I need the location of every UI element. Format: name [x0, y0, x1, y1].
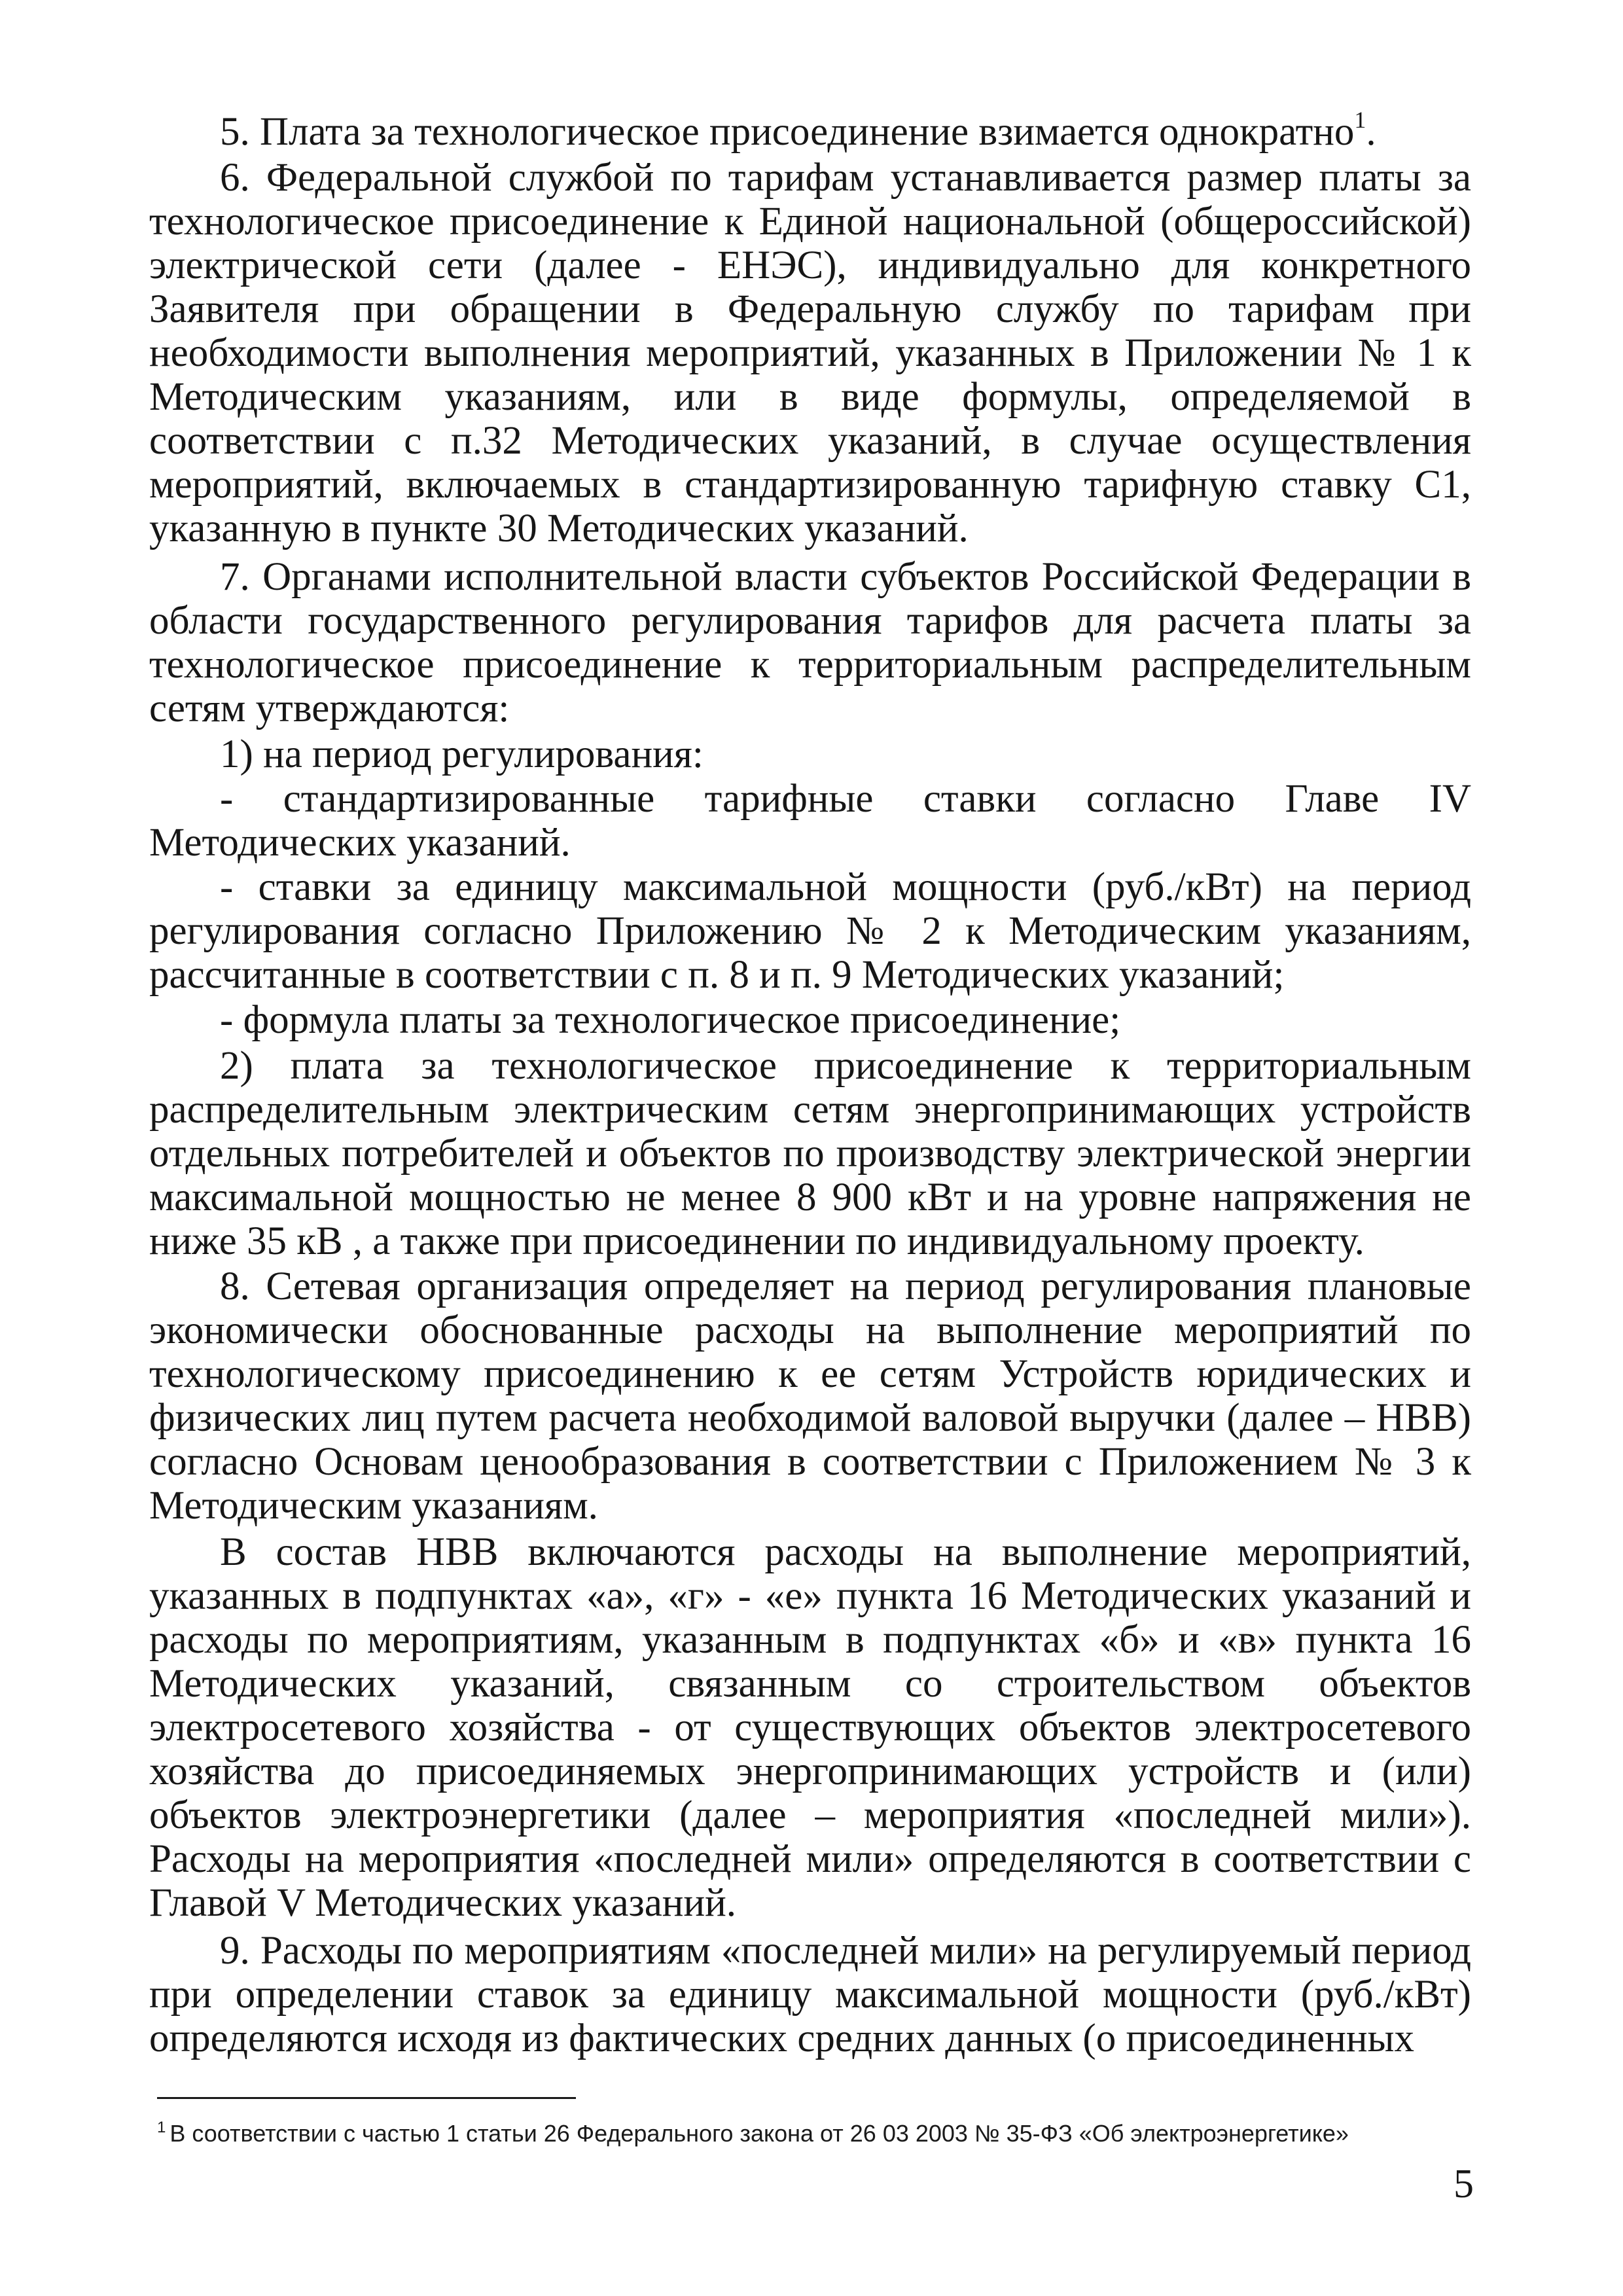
footnote-ref: 1: [1354, 107, 1366, 133]
paragraph-7-item-1: 1) на период регулирования:: [220, 732, 704, 776]
page-number: 5: [1454, 2162, 1474, 2206]
paragraph-7-item-1-dash-1: - стандартизированные тарифные ставки согласно Главе IV Методических указаний.: [149, 777, 1471, 865]
paragraph-6: 6. Федеральной службой по тарифам устанавливается размер платы за технологическое присоединение к Единой национальной (общероссийской) электрической сети (далее - ЕНЭС), индивидуально для конкретного Заявителя при обращении в Федеральную службу по тарифам при необходимости выполнения мероприятий, указанных в Приложении № 1 к Методическим указаниям, или в виде формулы, определяемой в соответствии с п.32 Методических указаний, в случае осуществления мероприятий, включаемых в стандартизированную тарифную ставку C1, указанную в пункте 30 Методических указаний.: [149, 156, 1471, 550]
paragraph-7-item-2: 2) плата за технологическое присоединение к территориальным распределительным электрическим сетям энергопринимающих устройств отдельных потребителей и объектов по производству электрической энергии максимальной мощностью не менее 8 900 кВт и на уровне напряжения не ниже 35 кВ , а также при присоединении по индивидуальному проекту.: [149, 1044, 1471, 1263]
paragraph-8-cont: В состав НВВ включаются расходы на выполнение мероприятий, указанных в подпунктах «а», «г» - «е» пункта 16 Методических указаний и расходы по мероприятиям, указанным в подпунктах «б» и «в» пункта 16 Методических указаний, связанным со строительством объектов электросетевого хозяйства - от существующих объектов электросетевого хозяйства до присоединяемых энергопринимающих устройств и (или) объектов электроэнергетики (далее – мероприятия «последней мили»). Расходы на мероприятия «последней мили» определяются в соответствии с Главой V Методических указаний.: [149, 1530, 1471, 1925]
footnote: [157, 2119, 1466, 2148]
paragraph-7-item-1-dash-3: - формула платы за технологическое присоединение;: [220, 998, 1121, 1042]
paragraph-7: 7. Органами исполнительной власти субъектов Российской Федерации в области государственного регулирования тарифов для расчета платы за технологическое присоединение к территориальным распределительным сетям утверждаются:: [149, 555, 1471, 730]
footnote-text: В соответствии с частью 1 статьи 26 Федерального закона от 26 03 2003 № 35-ФЗ «Об электроэнергетике»: [169, 2120, 1349, 2147]
footnote-marker: 1: [157, 2119, 166, 2136]
paragraph-5: 5. Плата за технологическое присоединение взимается однократно$^1$.: [220, 107, 1376, 154]
paragraph-7-item-1-dash-2: - ставки за единицу максимальной мощности (руб./кВт) на период регулирования согласно Приложению № 2 к Методическим указаниям, рассчитанные в соответствии с п. 8 и п. 9 Методических указаний;: [149, 865, 1471, 997]
footnote-divider: [157, 2097, 576, 2099]
paragraph-8: 8. Сетевая организация определяет на период регулирования плановые экономически обоснованные расходы на выполнение мероприятий по технологическому присоединению к ее сетям Устройств юридических и физических лиц путем расчета необходимой валовой выручки (далее – НВВ) согласно Основам ценообразования в соответствии с Приложением № 3 к Методическим указаниям.: [149, 1265, 1471, 1528]
paragraph-9: 9. Расходы по мероприятиям «последней мили» на регулируемый период при определении ставок за единицу максимальной мощности (руб./кВт) определяются исходя из фактических средних данных (о присоединенных: [149, 1929, 1471, 2060]
